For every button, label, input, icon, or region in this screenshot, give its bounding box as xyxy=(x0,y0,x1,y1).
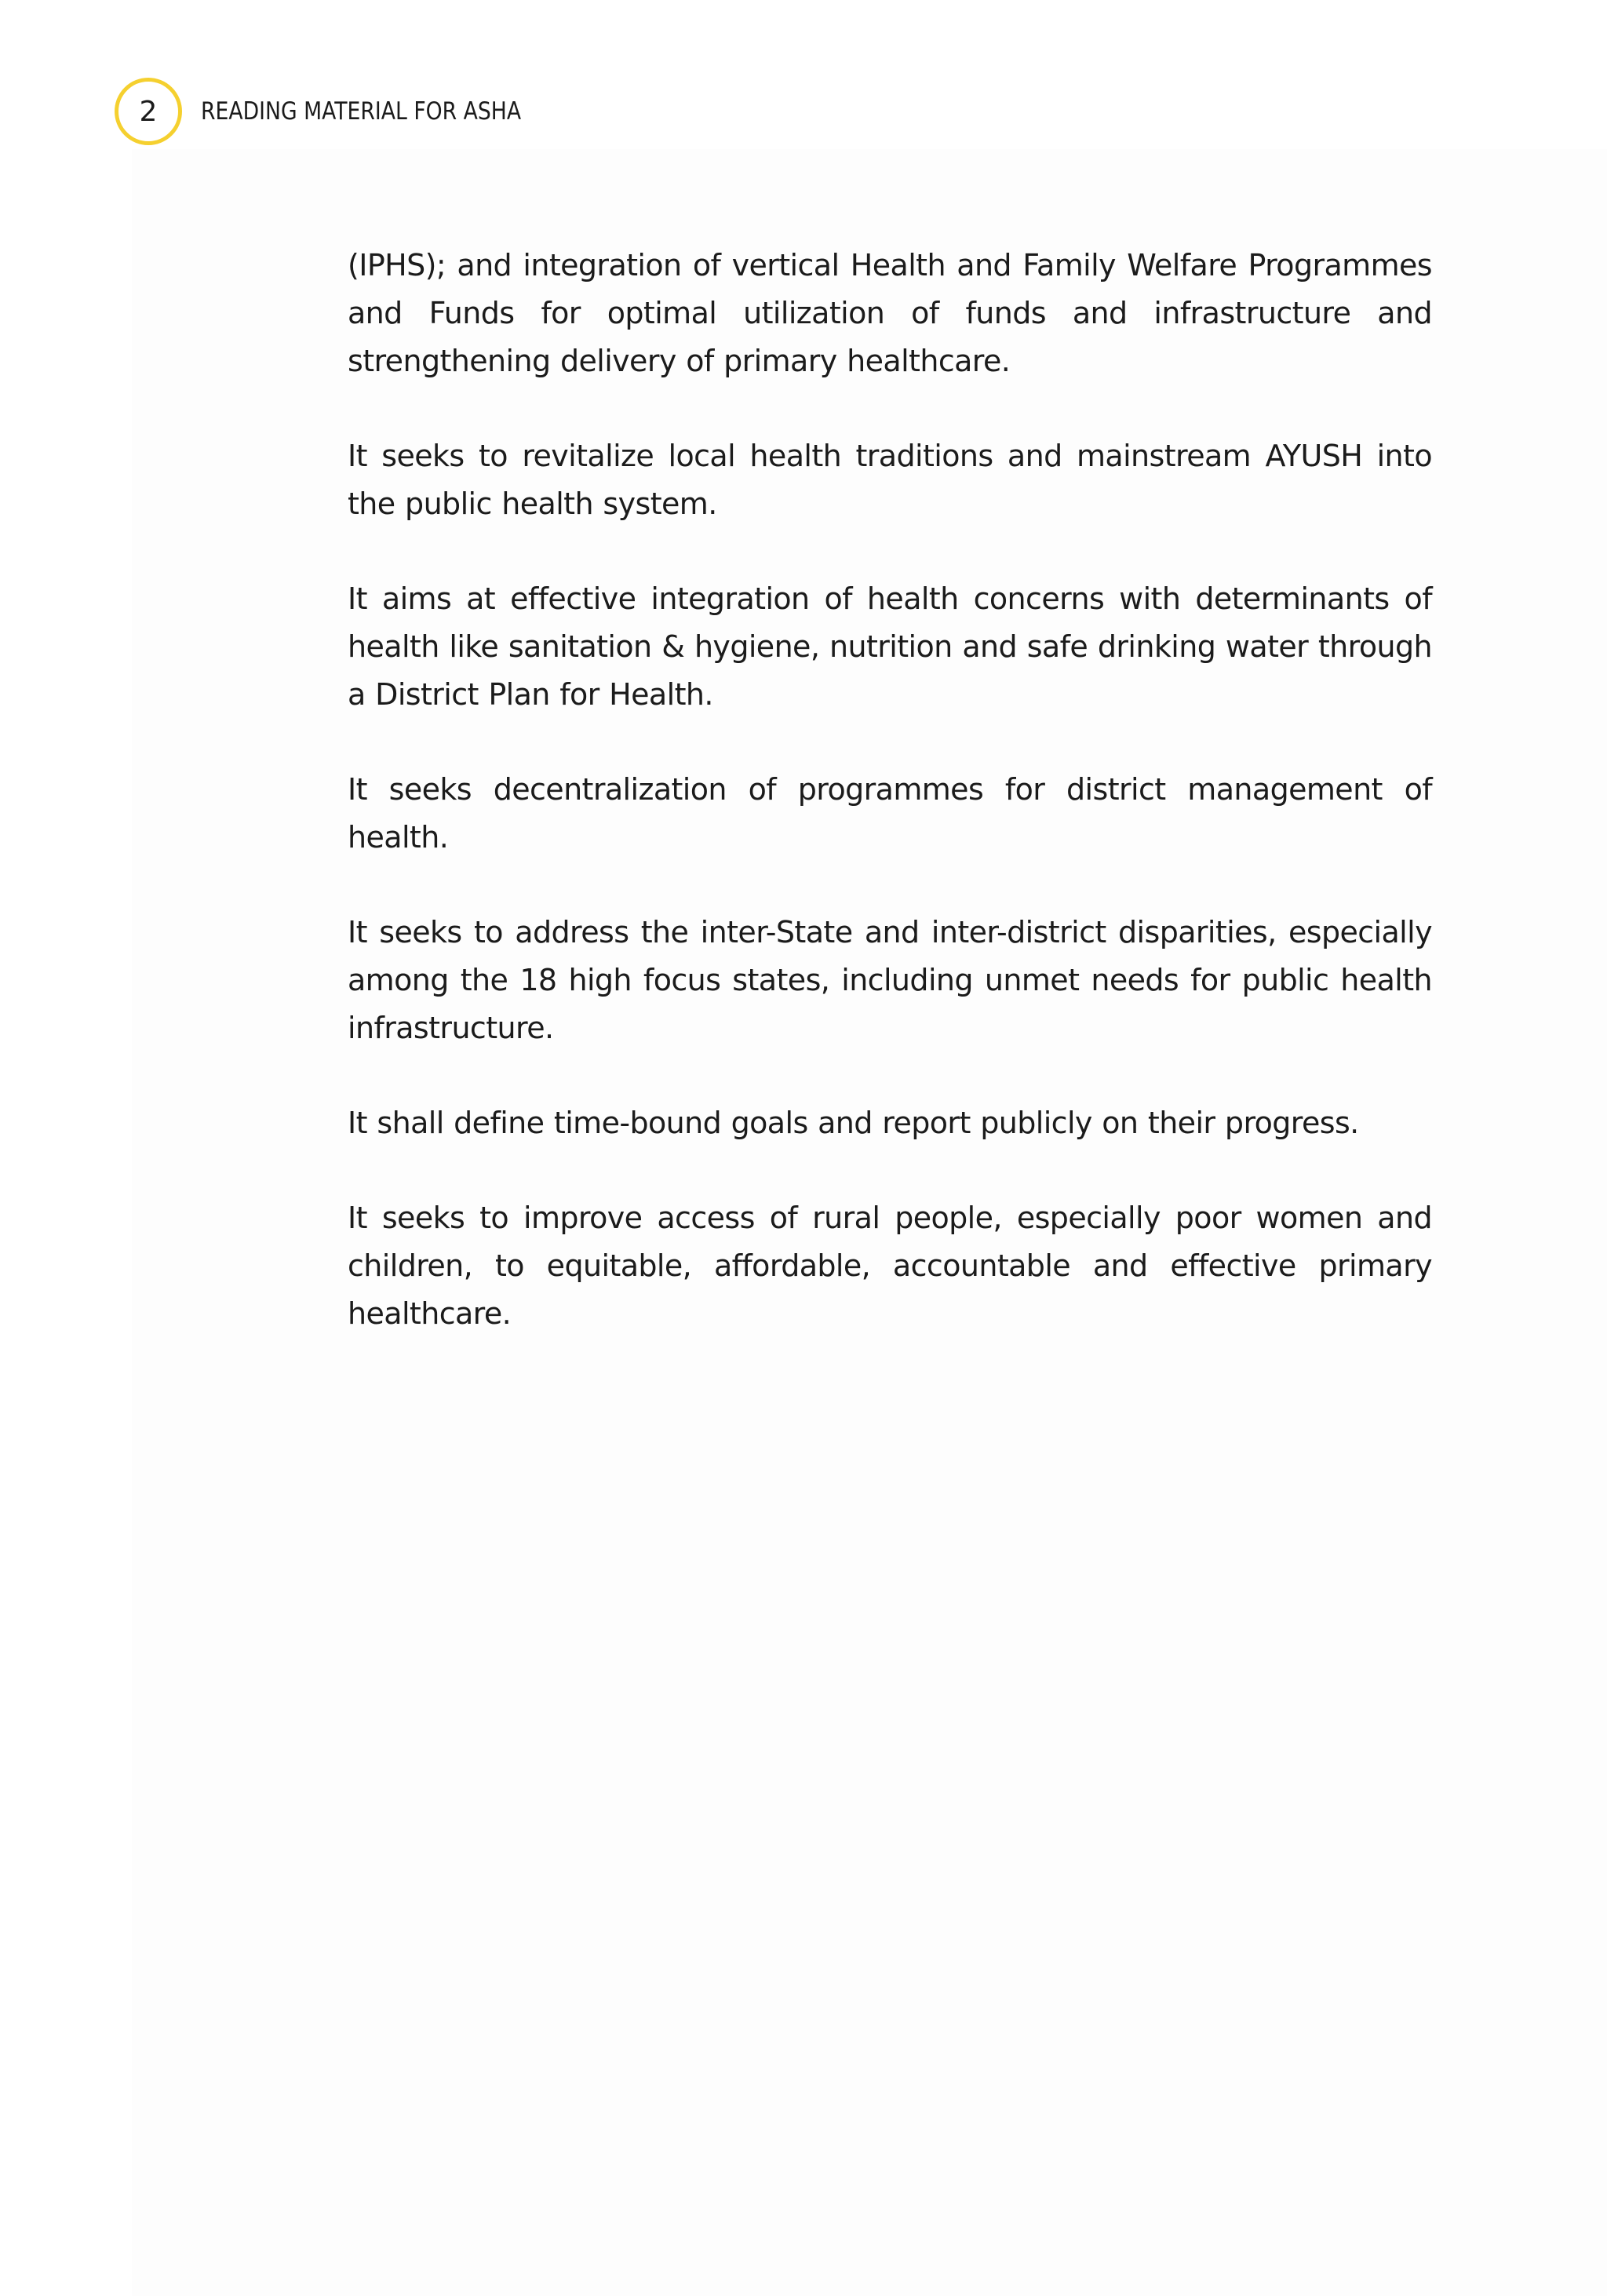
paragraph: It aims at effective integration of health concerns with determinants of health like sanitation & hygiene, nutrition and safe drinking water through a District Plan for Health. xyxy=(348,581,1432,712)
paragraph: It seeks decentralization of programmes for district management of health. xyxy=(348,772,1432,855)
running-title: READING MATERIAL FOR ASHA xyxy=(201,97,522,126)
page-number-badge: 2 xyxy=(115,78,182,145)
paragraph: It shall define time-bound goals and report publicly on their progress. xyxy=(348,1106,1359,1140)
paragraph: It seeks to revitalize local health traditions and mainstream AYUSH into the public health system. xyxy=(348,439,1432,521)
body-text xyxy=(348,242,1432,1385)
paragraph: It seeks to address the inter-State and inter-district disparities, especially among the 18 high focus states, including unmet needs for public health infrastructure. xyxy=(348,915,1432,1045)
paragraph: (IPHS); and integration of vertical Health and Family Welfare Programmes and Funds for optimal utilization of funds and infrastructure and strengthening delivery of primary healthcare. xyxy=(348,248,1432,378)
paragraph: It seeks to improve access of rural people, especially poor women and children, to equitable, affordable, accountable and effective primary healthcare. xyxy=(348,1201,1432,1331)
page-header xyxy=(115,74,574,149)
